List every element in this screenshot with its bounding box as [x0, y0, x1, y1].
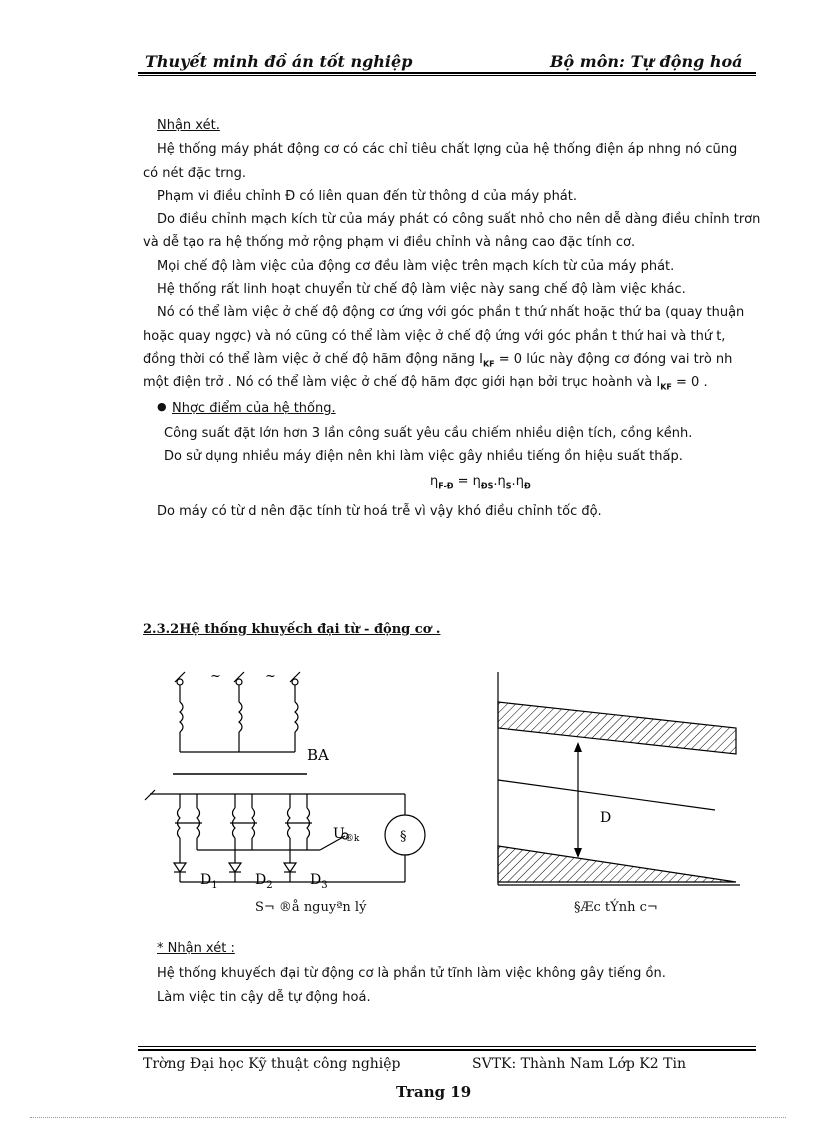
paragraph-line: Công suất đặt lớn hơn 3 lần công suất yêu cầu chiếm nhiều diện tích, cồng kềnh.: [164, 426, 693, 441]
paragraph-line: Nó có thể làm việc ở chế độ động cơ ứng với góc phần t thứ nhất hoặc thứ ba (quay thuận: [157, 305, 745, 320]
bullet-icon: ●: [157, 400, 167, 413]
tilde-symbol: ~: [265, 669, 276, 684]
paragraph-line: đồng thời có thể làm việc ở chế độ hãm động năng $I_{KF} = 0$ lúc này động cơ đóng vai trò nh: [143, 352, 733, 369]
paragraph-line: Hệ thống khuyếch đại từ động cơ là phần tử tĩnh làm việc không gây tiếng ồn.: [157, 966, 666, 981]
label-d-range: D: [600, 810, 612, 826]
label-d3: $D_3$: [310, 872, 328, 890]
paragraph-line: và dễ tạo ra hệ thống mở rộng phạm vi điều chỉnh và nâng cao đặc tính cơ.: [143, 235, 636, 250]
paragraph-line: Phạm vi điều chỉnh Đ có liên quan đến từ thông d của máy phát.: [157, 189, 577, 204]
circuit-schematic: [135, 660, 435, 890]
paragraph-line: Do điều chỉnh mạch kích từ của máy phát có công suất nhỏ cho nên dễ dàng điều chỉnh trơn: [157, 212, 761, 227]
page-number: Trang 19: [396, 1083, 472, 1101]
paragraph-line: một điện trở . Nó có thể làm việc ở chế độ hãm đợc giới hạn bởi trục hoành và $I_{KF} = 0$ .: [143, 375, 708, 392]
arrow-up-icon: [574, 742, 582, 752]
motor-symbol: §: [400, 829, 407, 844]
footer-right: SVTK: Thành Nam Lớp K2 Tin: [472, 1056, 686, 1072]
paragraph-line: Mọi chế độ làm việc của động cơ đều làm việc trên mạch kích từ của máy phát.: [157, 259, 675, 274]
characteristic-plot: [490, 670, 750, 895]
section-heading-nhuoc-diem: Nhợc điểm của hệ thống.: [172, 401, 336, 416]
section-heading-nhan-xet: Nhận xét.: [157, 118, 220, 133]
footer-rule-thin: [138, 1046, 756, 1047]
label-ba: BA: [307, 746, 329, 764]
arrow-down-icon: [574, 848, 582, 858]
footer-left: Trờng Đại học Kỹ thuật công nghiệp: [143, 1056, 401, 1072]
caption-schematic: S¬ ®å nguyªn lý: [255, 900, 367, 915]
label-d2: $D_2$: [255, 872, 273, 890]
paragraph-line: Hệ thống máy phát động cơ có các chỉ tiêu chất lợng của hệ thống điện áp nhng nó cũng: [157, 142, 738, 157]
paragraph-line: Do sử dụng nhiều máy điện nên khi làm việc gây nhiều tiếng ồn hiệu suất thấp.: [164, 449, 683, 464]
header-right: Bộ môn: Tự động hoá: [550, 52, 743, 71]
section-heading-nhan-xet-2: * Nhận xét :: [157, 941, 235, 956]
label-d1: $D_1$: [200, 872, 218, 890]
header-rule: [138, 72, 756, 74]
paragraph-line: Làm việc tin cậy dễ tự động hoá.: [157, 990, 371, 1005]
paragraph-line: Hệ thống rất linh hoạt chuyển từ chế độ làm việc này sang chế độ làm việc khác.: [157, 282, 686, 297]
caption-characteristic: §Æc tÝnh c¬: [574, 900, 658, 915]
section-heading-2-3-2: 2.3.2Hệ thống khuyếch đại từ - động cơ .: [143, 622, 441, 637]
paragraph-line: có nét đặc trng.: [143, 166, 247, 181]
header-left: Thuyết minh đồ án tốt nghiệp: [145, 52, 413, 71]
paragraph-line: Do máy có từ d nên đặc tính từ hoá trễ vì vậy khó điều chỉnh tốc độ.: [157, 504, 602, 519]
tilde-symbol: ~: [210, 669, 221, 684]
page-edge-dots: [30, 1117, 786, 1118]
paragraph-line: hoặc quay ngợc) và nó cũng có thể làm việc ở chế độ ứng với góc phần t thứ hai và thứ t,: [143, 329, 726, 344]
efficiency-equation: $\eta_{F-Đ} = \eta_{ĐS}.\eta_S.\eta_Đ$: [430, 474, 531, 491]
label-u-dk: $U_{®k}$: [333, 826, 360, 844]
footer-rule: [138, 1049, 756, 1051]
header-rule-thin: [138, 75, 756, 76]
